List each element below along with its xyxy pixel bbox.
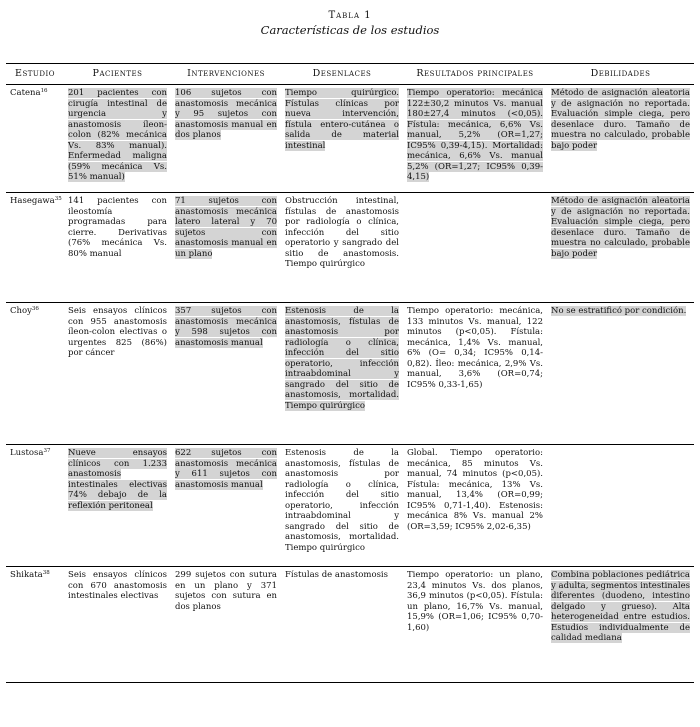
- weaknesses-cell: [547, 445, 694, 567]
- interventions-cell: 357 sujetos con anastomosis mecánica y 598 sujetos con anastomosis manual: [171, 303, 281, 445]
- header-intervenciones: Intervenciones: [171, 64, 281, 85]
- study-name: Catena$^{16}$: [6, 85, 64, 193]
- table-row: [6, 445, 694, 567]
- weaknesses-cell: No se estratificó por condición.: [547, 303, 694, 445]
- results-cell: Tiempo operatorio: mecánica 122±30,2 minutos Vs. manual 180±27,4 minutos (<0,05). Fístula: mecánica, 6,6% Vs. manual, 5,2% (OR=1,27; IC95% 0,39-4,15). Mortalidad: mecánica, 6,6% Vs. manual 5,2% (OR=1,27; IC95% 0,39-4,15): [403, 85, 547, 193]
- weaknesses-cell: Combina poblaciones pediátrica y adulta, segmentos intestinales diferentes (duodeno, intestino delgado y grueso). Alta heterogeneidad entre estudios. Estudios individualmente de calidad mediana: [547, 567, 694, 683]
- table-label: Tabla 1: [328, 10, 372, 21]
- table-row: [6, 303, 694, 445]
- outcomes-cell: Estenosis de la anastomosis, fístulas de anastomosis por radiología o clínica, infección del sitio operatorio, infección intraabdominal y sangrado del sitio de anastomosis, mortalidad. Tiempo quirúrgico: [281, 303, 403, 445]
- results-cell: Global. Tiempo operatorio: mecánica, 85 minutos Vs. manual, 74 minutos (p<0,05). Fístula: mecánica, 13% Vs. manual, 13,4% (OR=0,99; IC95% 0,71-1,40). Estenosis: mecánica 8% Vs. manual 2% (OR=3,59; IC95% 2,02-6,35): [403, 445, 547, 567]
- results-cell: Tiempo operatorio: un plano, 23,4 minutos Vs. dos planos, 36,9 minutos (p<0,05). Fístula: un plano, 16,7% Vs. manual, 15,9% (OR=1,06; IC95% 0,70-1,60): [403, 567, 547, 683]
- weaknesses-cell: Método de asignación aleatoria y de asignación no reportada. Evaluación simple ciega, pero desenlace duro. Tamaño de muestra no calculado, probable bajo poder: [547, 85, 694, 193]
- studies-table: [6, 63, 694, 683]
- table-row: [6, 193, 694, 303]
- interventions-cell: 622 sujetos con anastomosis mecánica y 611 sujetos con anastomosis manual: [171, 445, 281, 567]
- study-name: Choy$^{36}$: [6, 303, 64, 445]
- study-name: Lustosa$^{37}$: [6, 445, 64, 567]
- study-name: Shikata$^{38}$: [6, 567, 64, 683]
- header-resultados: Resultados principales: [403, 64, 547, 85]
- weaknesses-cell: Método de asignación aleatoria y de asignación no reportada. Evaluación simple ciega, pero desenlace duro. Tamaño de muestra no calculado, probable bajo poder: [547, 193, 694, 303]
- results-cell: [403, 193, 547, 303]
- header-estudio: Estudio: [6, 64, 64, 85]
- outcomes-cell: Tiempo quirúrgico. Fístulas clínicas por nueva intervención, fístula entero-cutánea o salida de material intestinal: [281, 85, 403, 193]
- patients-cell: 201 pacientes con cirugía intestinal de urgencia y anastomosis íleon-colon (82% mecánica Vs. 83% manual). Enfermedad maligna (59% mecánica Vs. 51% manual): [64, 85, 171, 193]
- interventions-cell: 71 sujetos con anastomosis mecánica latero lateral y 70 sujetos con anastomosis manual en un plano: [171, 193, 281, 303]
- table-row: [6, 567, 694, 683]
- interventions-cell: 299 sujetos con sutura en un plano y 371 sujetos con sutura en dos planos: [171, 567, 281, 683]
- table-header-row: [6, 64, 694, 85]
- outcomes-cell: Obstrucción intestinal, fístulas de anastomosis por radiología o clínica, infección del sitio operatorio y sangrado del sitio de anastomosis. Tiempo quirúrgico: [281, 193, 403, 303]
- header-desenlaces: Desenlaces: [281, 64, 403, 85]
- outcomes-cell: Fístulas de anastomosis: [281, 567, 403, 683]
- results-cell: Tiempo operatorio: mecánica, 133 minutos Vs. manual, 122 minutos (p<0,05). Fístula: mecánica, 1,4% Vs. manual, 6% (O= 0,34; IC95% 0,14-0,82). Íleo: mecánica, 2,9% Vs. manual, 3,6% (OR=0,74; IC95% 0,33-1,65): [403, 303, 547, 445]
- table-title: Características de los estudios: [260, 23, 440, 37]
- table-caption: [0, 0, 700, 37]
- study-name: Hasegawa$^{35}$: [6, 193, 64, 303]
- header-pacientes: Pacientes: [64, 64, 171, 85]
- patients-cell: Nueve ensayos clínicos con 1.233 anastomosis intestinales electivas 74% debajo de la reflexión peritoneal: [64, 445, 171, 567]
- interventions-cell: 106 sujetos con anastomosis mecánica y 95 sujetos con anastomosis manual en dos planos: [171, 85, 281, 193]
- outcomes-cell: Estenosis de la anastomosis, fístulas de anastomosis por radiología o clínica, infección del sitio operatorio, infección intraabdominal y sangrado del sitio de anastomosis, mortalidad. Tiempo quirúrgico: [281, 445, 403, 567]
- patients-cell: Seis ensayos clínicos con 670 anastomosis intestinales electivas: [64, 567, 171, 683]
- patients-cell: 141 pacientes con ileostomía programadas para cierre. Derivativas (76% mecánica Vs. 80% manual: [64, 193, 171, 303]
- header-debilidades: Debilidades: [547, 64, 694, 85]
- table-row: [6, 85, 694, 193]
- patients-cell: Seis ensayos clínicos con 955 anastomosis íleon-colon electivas o urgentes 825 (86%) por cáncer: [64, 303, 171, 445]
